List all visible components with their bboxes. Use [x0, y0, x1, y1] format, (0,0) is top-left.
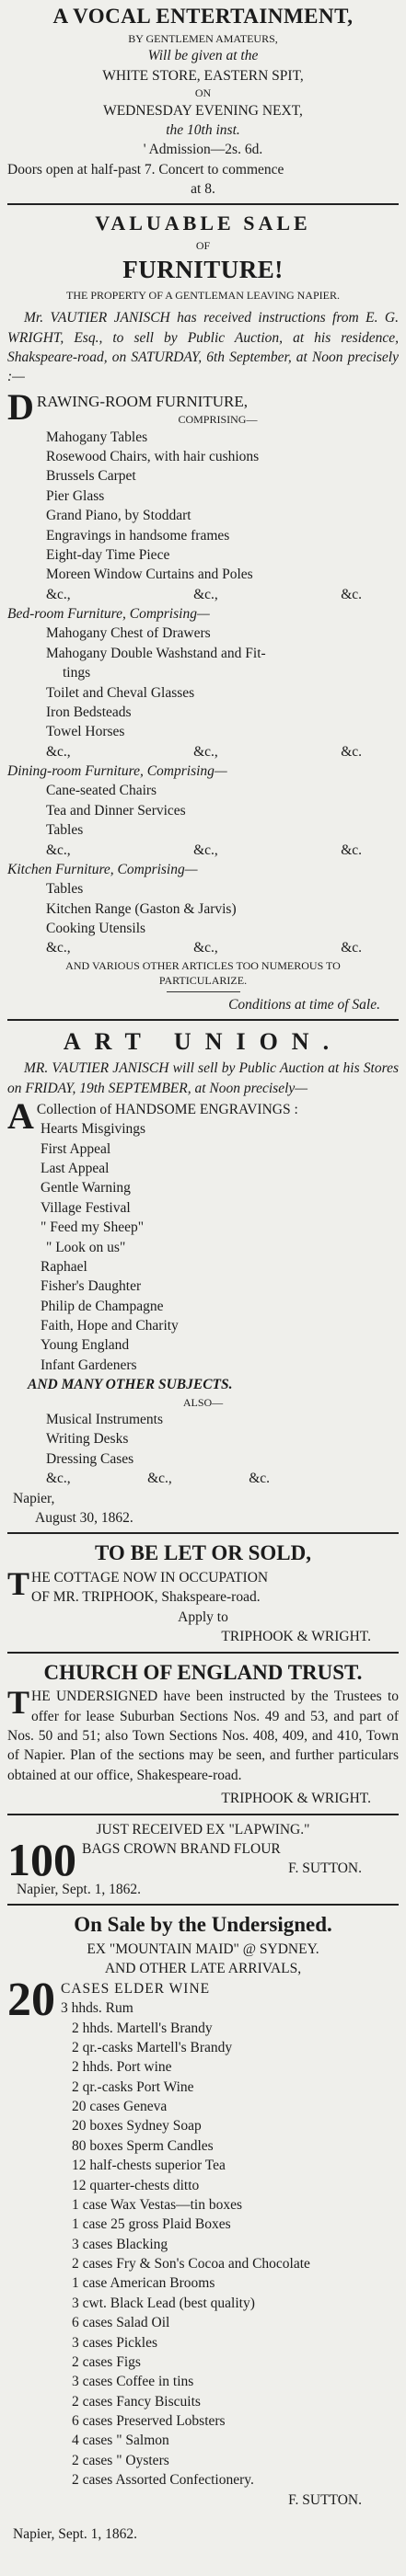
dining-list — [7, 781, 399, 840]
also-list — [7, 1410, 399, 1469]
list-item: Grand Piano, by Stoddart — [46, 508, 191, 524]
list-item: Writing Desks — [46, 1431, 129, 1448]
drop-cap: T — [7, 1565, 30, 1603]
list-item: 20 cases Geneva — [72, 2099, 168, 2114]
list-item: 3 cases Coffee in tins — [72, 2374, 194, 2390]
ad-quantity: 20 — [7, 1973, 55, 2026]
ad-title: TO BE LET OR SOLD, — [95, 1541, 311, 1565]
list-item: Young England — [41, 1337, 130, 1354]
ad-text: EX "MOUNTAIN MAID" @ SYDNEY. — [87, 1941, 319, 1957]
ad-vocal-entertainment — [7, 2, 399, 199]
ad-venue: WHITE STORE, EASTERN SPIT, — [102, 67, 304, 84]
list-item: 12 quarter-chests ditto — [72, 2177, 200, 2193]
ad-text: ON — [194, 86, 212, 100]
bedroom-list — [7, 624, 399, 741]
ad-to-be-let — [7, 1539, 399, 1646]
list-item: 3 hhds. Rum — [61, 2000, 133, 2017]
list-item: Kitchen Range (Gaston & Jarvis) — [46, 900, 237, 917]
ad-dateline: Napier, Sept. 1, 1862. — [17, 1881, 141, 1897]
ad-seller: F. SUTTON. — [288, 2491, 362, 2508]
etc-row — [7, 1469, 399, 1488]
list-item: 12 half-chests superior Tea — [72, 2158, 226, 2174]
column-rule — [7, 1019, 399, 1021]
column-rule — [7, 1652, 399, 1654]
etc-row — [7, 742, 399, 761]
etc-text: &c., — [46, 743, 71, 760]
list-item: 2 cases Assorted Confectionery. — [72, 2472, 254, 2489]
ad-text: AND VARIOUS OTHER ARTICLES TOO NUMEROUS TO — [65, 958, 341, 972]
etc-text: &c., — [193, 940, 218, 956]
list-item: Philip de Champagne — [41, 1298, 164, 1314]
list-item: 2 cases " Oysters — [72, 2452, 169, 2468]
ad-text: BAGS CROWN BRAND FLOUR — [82, 1840, 281, 1857]
etc-text: &c., — [193, 743, 218, 760]
section-heading: Bed-room Furniture, Comprising— — [7, 606, 210, 623]
list-item: Tables — [46, 822, 84, 839]
list-item: Tea and Dinner Services — [46, 802, 186, 819]
list-item: " Look on us" — [46, 1239, 126, 1255]
list-item: 1 case 25 gross Plaid Boxes — [72, 2216, 231, 2233]
etc-text: &c., — [46, 1471, 71, 1487]
ad-text: AND OTHER LATE ARRIVALS, — [104, 1961, 302, 1977]
ad-text: COMPRISING— — [178, 413, 258, 427]
drop-cap: D — [7, 385, 34, 428]
list-item: 6 cases Salad Oil — [72, 2315, 170, 2331]
list-item: Mahogany Chest of Drawers — [46, 625, 211, 642]
list-item: Faith, Hope and Charity — [41, 1318, 179, 1334]
list-item: 2 cases Fancy Biscuits — [72, 2393, 201, 2410]
list-item: tings — [63, 665, 91, 681]
ad-intro: MR. VAUTIER JANISCH will sell by Public Auction at his Stores on FRIDAY, 19th SEPTEMBER, at Noon precisely— — [7, 1060, 399, 1096]
etc-text: &c. — [341, 940, 362, 956]
ad-dateline: Napier, Sept. 1, 1862. — [13, 2525, 137, 2542]
etc-text: &c. — [341, 586, 362, 602]
ad-title: A VOCAL ENTERTAINMENT, — [52, 5, 354, 28]
list-item: Brussels Carpet — [46, 468, 136, 485]
ad-on-sale — [7, 1910, 399, 2544]
section-heading: Dining-room Furniture, Comprising— — [7, 763, 227, 780]
drop-cap: A — [7, 1094, 34, 1137]
list-item: 6 cases Preserved Lobsters — [72, 2413, 226, 2429]
ad-text: Apply to — [178, 1609, 228, 1625]
column-rule — [7, 1532, 399, 1534]
list-item: Mahogany Double Washstand and Fit- — [46, 645, 266, 661]
list-item: Cane-seated Chairs — [46, 783, 157, 799]
ad-date: the 10th inst. — [166, 121, 240, 138]
list-item: Fisher's Daughter — [41, 1278, 142, 1295]
list-item: Engravings in handsome frames — [46, 527, 230, 544]
ad-agent: TRIPHOOK & WRIGHT. — [221, 1629, 371, 1645]
list-item: Tables — [46, 881, 84, 898]
list-item: 3 cwt. Black Lead (best quality) — [72, 2295, 255, 2311]
list-item: 2 cases Figs — [72, 2353, 141, 2370]
drop-cap: T — [7, 1684, 30, 1722]
ad-church-trust — [7, 1658, 399, 1809]
ad-text: OF MR. TRIPHOOK, Shakspeare-road. — [31, 1589, 261, 1606]
ad-time: at 8. — [191, 181, 215, 198]
ad-text: PARTICULARIZE. — [158, 974, 248, 988]
ad-agent: TRIPHOOK & WRIGHT. — [221, 1791, 371, 1807]
section-heading: Kitchen Furniture, Comprising— — [7, 861, 198, 877]
drawing-room-list — [7, 428, 399, 585]
column-rule — [7, 1904, 399, 1906]
list-item: Hearts Misgivings — [41, 1121, 146, 1138]
list-item: First Appeal — [41, 1140, 111, 1157]
list-item: 2 hhds. Port wine — [72, 2059, 172, 2076]
ad-day: WEDNESDAY EVENING NEXT, — [103, 102, 303, 119]
ad-lapwing-flour — [7, 1820, 399, 1900]
engravings-list — [7, 1119, 399, 1375]
section-heading: Collection of HANDSOME ENGRAVINGS : — [36, 1101, 298, 1117]
list-item: 80 boxes Sperm Candles — [72, 2137, 214, 2154]
ad-byline: BY GENTLEMEN AMATEURS, — [128, 31, 278, 45]
ad-text: OF — [195, 238, 211, 252]
column-rule — [7, 1814, 399, 1815]
list-item: 2 cases Fry & Son's Cocoa and Chocolate — [72, 2256, 310, 2272]
list-item: Pier Glass — [46, 487, 105, 504]
list-item: " Feed my Sheep" — [41, 1219, 145, 1236]
list-item: Moreen Window Curtains and Poles — [46, 567, 253, 583]
ad-title: CHURCH OF ENGLAND TRUST. — [43, 1660, 363, 1684]
list-item: 1 case American Brooms — [72, 2275, 215, 2292]
ad-art-union — [7, 1025, 399, 1528]
ad-title: VALUABLE SALE — [95, 212, 311, 235]
ad-valuable-sale — [7, 210, 399, 1014]
list-item: Musical Instruments — [46, 1412, 163, 1428]
list-item: 2 qr.-casks Martell's Brandy — [72, 2039, 233, 2055]
list-item: Mahogany Tables — [46, 429, 148, 445]
list-item: Gentle Warning — [41, 1180, 131, 1196]
list-item: 4 cases " Salmon — [72, 2433, 169, 2449]
ad-text: ALSO— — [182, 1395, 224, 1409]
ad-title: ART UNION. — [63, 1028, 343, 1056]
ad-doors: Doors open at half-past 7. Concert to commence — [7, 161, 284, 177]
list-item: 20 boxes Sydney Soap — [72, 2118, 202, 2135]
newspaper-column — [7, 0, 399, 2544]
ad-conditions: Conditions at time of Sale. — [228, 996, 380, 1013]
ad-title: On Sale by the Undersigned. — [74, 1913, 332, 1937]
kitchen-list — [7, 879, 399, 938]
list-item: 3 cases Blacking — [72, 2236, 168, 2252]
ad-body: HE UNDERSIGNED have been instructed by the Trustees to offer for lease Suburban Sections Nos. 49 and 53, and part of Nos. 50 and 51; also Town Sections Nos. 408, 409, and 410, Town of Napier. Plan of the sections may be seen, and further particulars obtained at our office, Shakespeare-road. — [7, 1689, 399, 1783]
ad-admission: ' Admission—2s. 6d. — [143, 142, 263, 158]
list-item: Eight-day Time Piece — [46, 546, 170, 563]
ad-subtitle: FURNITURE! — [122, 256, 284, 284]
etc-row — [7, 938, 399, 957]
etc-text: &c., — [193, 586, 218, 602]
list-item: Toilet and Cheval Glasses — [46, 684, 195, 701]
list-item: 3 cases Pickles — [72, 2334, 157, 2351]
list-item: Raphael — [41, 1258, 87, 1275]
sale-items-list — [7, 2019, 399, 2490]
etc-text: &c., — [193, 841, 218, 858]
ad-text: THE PROPERTY OF A GENTLEMAN LEAVING NAPIER. — [66, 288, 340, 302]
ad-text: CASES ELDER WINE — [61, 1980, 211, 1997]
ad-intro: Mr. VAUTIER JANISCH has received instructions from E. G. WRIGHT, Esq., to sell by Public Auction, at his residence, Shakspeare-road, on SATURDAY, 6th September, at Noon precisely :— — [7, 310, 399, 385]
list-item: Infant Gardeners — [41, 1357, 137, 1373]
ad-seller: F. SUTTON. — [288, 1860, 362, 1877]
section-heading: RAWING-ROOM FURNITURE, — [36, 392, 248, 410]
list-item: Village Festival — [41, 1199, 131, 1216]
short-rule — [167, 991, 240, 992]
ad-place: Napier, — [13, 1490, 55, 1506]
list-item: Cooking Utensils — [46, 921, 146, 937]
etc-text: &c. — [341, 743, 362, 760]
ad-emphasis: AND MANY OTHER SUBJECTS. — [28, 1377, 233, 1393]
list-item: 2 hhds. Martell's Brandy — [72, 2020, 213, 2036]
etc-text: &c., — [46, 841, 71, 858]
list-item: Dressing Cases — [46, 1450, 134, 1467]
ad-header: JUST RECEIVED EX "LAPWING." — [96, 1821, 310, 1838]
list-item: 2 qr.-casks Port Wine — [72, 2078, 194, 2095]
list-item: Rosewood Chairs, with hair cushions — [46, 449, 260, 465]
etc-text: &c. — [249, 1471, 270, 1487]
list-item: Iron Bedsteads — [46, 704, 132, 720]
ad-text: HE COTTAGE NOW IN OCCUPATION — [31, 1570, 269, 1586]
ad-quantity: 100 — [7, 1833, 76, 1885]
ad-date: August 30, 1862. — [35, 1509, 133, 1526]
list-item: Last Appeal — [41, 1161, 110, 1176]
etc-text: &c., — [147, 1471, 172, 1487]
etc-row — [7, 841, 399, 860]
column-rule — [7, 203, 399, 205]
ad-text: Will be given at the — [147, 48, 259, 64]
list-item: 1 case Wax Vestas—tin boxes — [72, 2196, 243, 2213]
etc-text: &c., — [46, 940, 71, 956]
etc-text: &c., — [46, 586, 71, 602]
etc-text: &c. — [341, 841, 362, 858]
list-item: Towel Horses — [46, 724, 125, 740]
etc-row — [7, 585, 399, 604]
